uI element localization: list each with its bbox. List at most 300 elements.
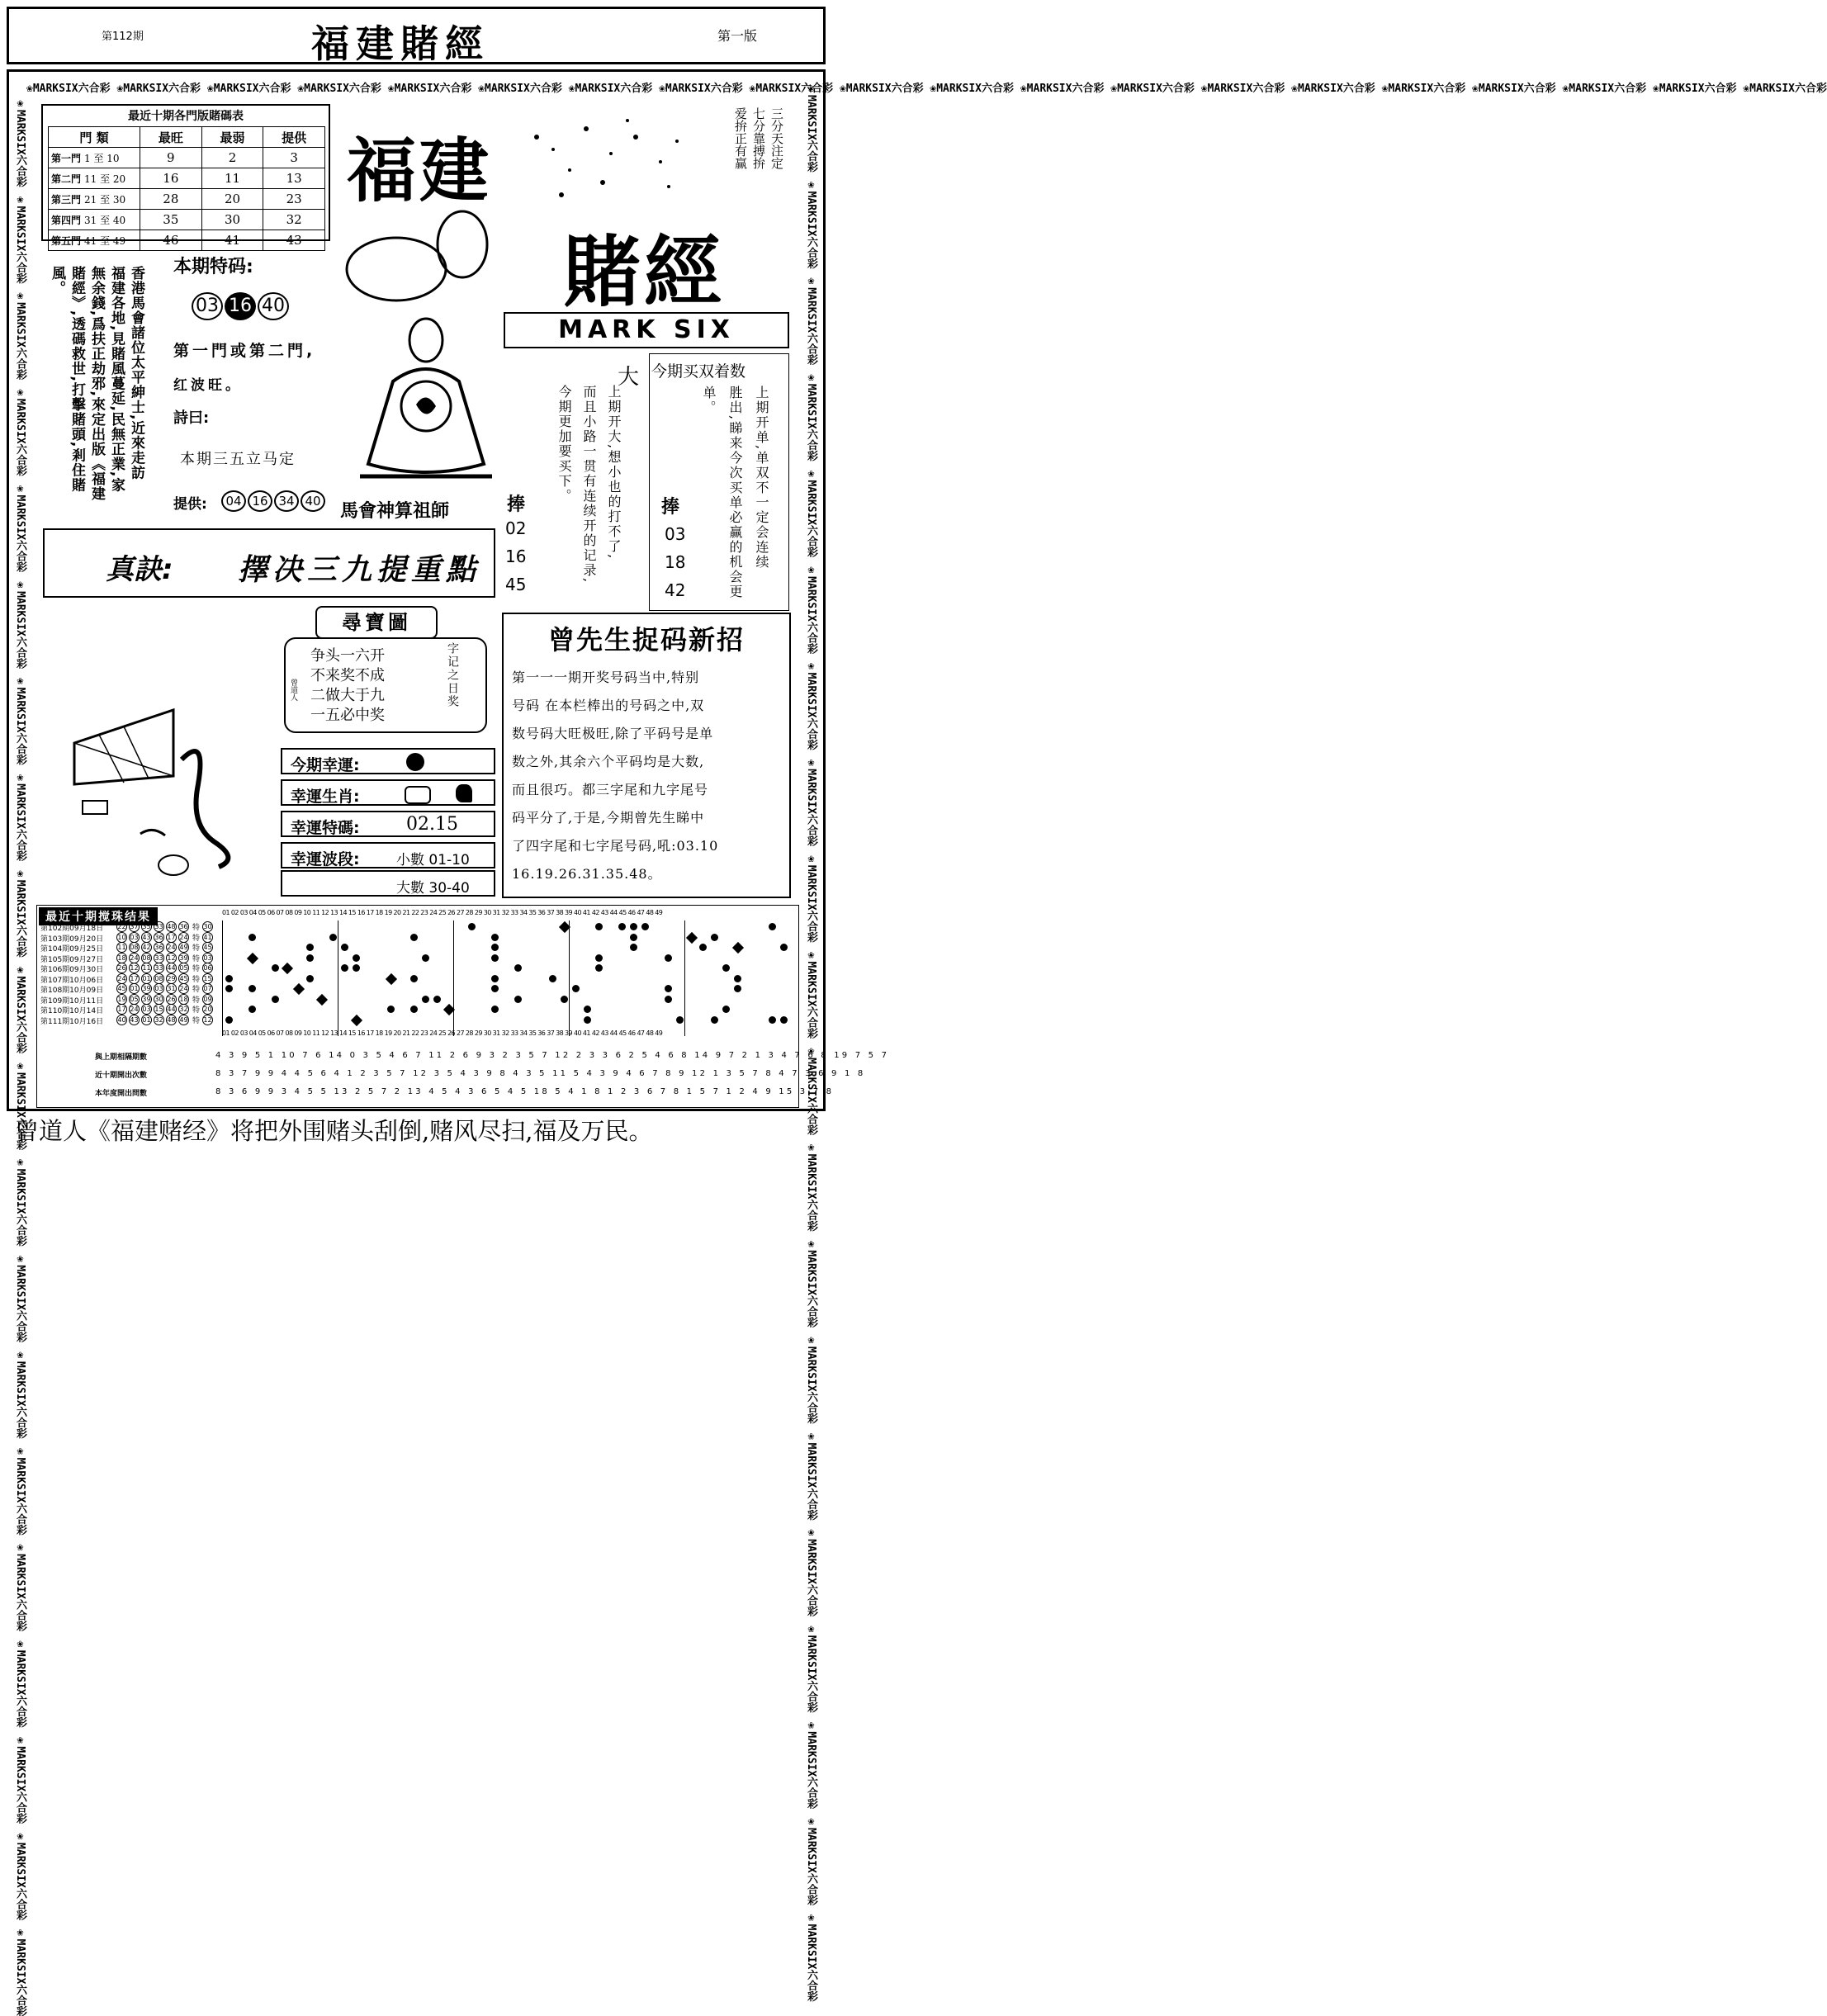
row-label: 第五門 bbox=[51, 234, 82, 247]
col-a-number: 45 bbox=[505, 575, 527, 594]
stats-values: 4 3 9 5 1 10 7 6 14 0 3 5 4 6 7 11 2 6 9 3 2 3 5 7 12 2 3 3 6 2 5 4 6 8 14 9 7 2 1 3 4 7 6 8 19 7 5 7 bbox=[215, 1051, 890, 1060]
poem-text: 本期三五立马定 bbox=[180, 451, 296, 468]
intro-col: 無余錢,爲扶正劫邪,來定出版《福建 bbox=[88, 266, 105, 501]
number-marker bbox=[618, 923, 626, 930]
draw-number: 26 bbox=[117, 964, 126, 972]
draw-label: 第102期09月18日 bbox=[40, 925, 104, 933]
treasure-seal: 曾道人 bbox=[289, 679, 297, 701]
tseng-line: 了四字尾和七字尾号码,吼:03.10 bbox=[512, 838, 719, 854]
number-marker bbox=[722, 964, 730, 972]
draw-number: 37 bbox=[130, 923, 139, 930]
edition-label: 第一版 bbox=[717, 28, 758, 44]
col-header: 提供 bbox=[263, 127, 325, 148]
issue-number: 第112期 bbox=[102, 31, 144, 43]
special-label: 特 bbox=[192, 975, 201, 984]
number-marker bbox=[341, 964, 348, 972]
col-b-number: 42 bbox=[665, 580, 686, 600]
number-marker bbox=[584, 1006, 591, 1013]
draw-number: 39 bbox=[179, 954, 188, 962]
draw-number: 24 bbox=[130, 954, 139, 962]
col-a-numbers bbox=[505, 518, 526, 603]
number-marker bbox=[491, 985, 499, 992]
draw-number: 08 bbox=[154, 974, 163, 982]
marksix-banner bbox=[504, 312, 789, 348]
draw-number: 36 bbox=[179, 923, 188, 930]
special-label: 特 bbox=[192, 944, 201, 953]
lucky-label: 幸運波段: bbox=[291, 850, 360, 868]
draw-number: 24 bbox=[167, 944, 176, 951]
logo-line2: 賭經 bbox=[563, 227, 726, 318]
treasure-scroll bbox=[284, 637, 487, 733]
col-b-number: 03 bbox=[665, 524, 686, 544]
border-strip-right: ❀MARKSIX六合彩 ❀MARKSIX六合彩 ❀MARKSIX六合彩 ❀MARKSIX六合彩 ❀MARKSIX六合彩 ❀MARKSIX六合彩 ❀MARKSIX六合彩 ❀MARKSIX六合彩 ❀MARKSIX六合彩 ❀MARKSIX六合彩 ❀MARKSIX六合彩 ❀MARKSIX六合彩 ❀MARKSIX六合彩 ❀MARKSIX六合彩 ❀MARKSIX六合彩 ❀MARKSIX六合彩 ❀MARKSIX六合彩 ❀MARKSIX六合彩 ❀MARKSIX六合彩 ❀MARKSIX六合彩 bbox=[805, 83, 817, 2002]
number-marker bbox=[329, 934, 337, 941]
number-marker bbox=[711, 934, 718, 941]
draw-number: 24 bbox=[179, 933, 188, 941]
tseng-line: 码平分了,于是,今期曾先生睇中 bbox=[512, 810, 705, 826]
number-marker bbox=[630, 923, 637, 930]
number-marker bbox=[387, 1006, 395, 1013]
logo-line1: 福建 bbox=[347, 130, 493, 211]
draw-number: 44 bbox=[167, 964, 176, 972]
lucky-value: 大數 30-40 bbox=[396, 880, 470, 897]
row-give: 3 bbox=[263, 148, 325, 168]
special-line2: 红波旺。 bbox=[173, 377, 243, 394]
col-b-line: 上期开单,单双不一定会连续 bbox=[754, 386, 769, 570]
draw-label: 第106期09月30日 bbox=[40, 966, 104, 974]
col-a-line: 而且小路一贯有连续开的记录, bbox=[581, 385, 597, 584]
row-label-cell bbox=[49, 230, 140, 251]
number-marker bbox=[734, 985, 741, 992]
provide-code: 40 bbox=[301, 490, 325, 512]
special-label: 特 bbox=[192, 1016, 201, 1025]
draw-number: 39 bbox=[142, 985, 151, 992]
number-marker bbox=[711, 1016, 718, 1024]
number-marker bbox=[780, 944, 788, 951]
row-max: 35 bbox=[140, 210, 202, 230]
special-marker bbox=[247, 952, 258, 963]
draw-number: 31 bbox=[167, 985, 176, 992]
table-row bbox=[49, 189, 325, 210]
number-marker bbox=[422, 996, 429, 1003]
row-give: 32 bbox=[263, 210, 325, 230]
number-marker bbox=[491, 934, 499, 941]
draw-label: 第109期10月11日 bbox=[40, 996, 104, 1006]
number-marker bbox=[433, 996, 441, 1003]
special-line1: 第一門或第二門, bbox=[173, 342, 316, 360]
motto-label: 真訣: bbox=[106, 553, 173, 586]
number-marker bbox=[665, 954, 672, 962]
draw-number: 44 bbox=[167, 1006, 176, 1013]
number-marker bbox=[491, 1006, 499, 1013]
draw-number: 36 bbox=[154, 944, 163, 951]
number-marker bbox=[595, 954, 603, 962]
row-max: 28 bbox=[140, 189, 202, 210]
ancestor-caption: 馬會神算祖師 bbox=[340, 501, 450, 522]
draw-number: 05 bbox=[179, 964, 188, 972]
number-marker bbox=[353, 954, 360, 962]
special-number: 09 bbox=[203, 995, 212, 1003]
draw-number: 01 bbox=[142, 974, 151, 982]
grid-separator bbox=[222, 920, 223, 1036]
number-axis-bottom: 01 02 03 04 05 06 07 08 09 10 11 12 13 14 15 16 17 18 19 20 21 22 23 24 25 26 27 28 29 30 31 32 33 34 35 36 37 38 39 40 41 42 43 44 45 46 47 48 49 bbox=[222, 1029, 663, 1037]
provide-label: 提供: bbox=[173, 496, 207, 513]
draw-label: 第110期10月14日 bbox=[40, 1007, 104, 1015]
draw-number: 11 bbox=[117, 944, 126, 951]
header-bar bbox=[7, 7, 826, 64]
number-marker bbox=[468, 923, 476, 930]
treasure-line: 二做大于九 bbox=[310, 687, 385, 704]
number-marker bbox=[353, 964, 360, 972]
special-number: 03 bbox=[203, 954, 212, 962]
col-b-line: 胜出,睇来今次买单必赢的机会更 bbox=[727, 386, 743, 600]
provide-codes bbox=[221, 490, 327, 512]
marksix-text: MARK SIX bbox=[558, 315, 735, 344]
tseng-line: 号码 在本栏棒出的号码之中,双 bbox=[512, 698, 705, 713]
draw-number: 48 bbox=[167, 1015, 176, 1024]
special-code: 03 bbox=[192, 292, 223, 320]
col-a-line: 上期开大,想小也的打不了, bbox=[606, 385, 622, 561]
stats-table bbox=[48, 126, 325, 251]
number-marker bbox=[248, 1006, 256, 1013]
number-marker bbox=[248, 985, 256, 992]
number-marker bbox=[769, 923, 776, 930]
lucky-row bbox=[281, 870, 495, 897]
col-b-number: 18 bbox=[665, 552, 686, 572]
row-max: 16 bbox=[140, 168, 202, 189]
lucky-row bbox=[281, 748, 495, 774]
draw-number: 18 bbox=[117, 954, 126, 962]
special-number: 30 bbox=[203, 923, 212, 930]
number-marker bbox=[272, 964, 279, 972]
provide-code: 34 bbox=[274, 490, 299, 512]
tseng-box bbox=[502, 613, 791, 898]
draw-label: 第105期09月27日 bbox=[40, 955, 104, 964]
number-marker bbox=[630, 934, 637, 941]
grid-separator bbox=[453, 920, 454, 1036]
number-marker bbox=[572, 985, 580, 992]
draw-label: 第103期09月20日 bbox=[40, 935, 104, 944]
special-number: 06 bbox=[203, 964, 212, 972]
special-label: 特 bbox=[192, 965, 201, 973]
number-marker bbox=[306, 944, 314, 951]
draw-number: 45 bbox=[179, 974, 188, 982]
number-marker bbox=[306, 954, 314, 962]
draw-number: 24 bbox=[130, 1006, 139, 1013]
draw-number: 29 bbox=[167, 974, 176, 982]
draw-number: 03 bbox=[142, 1006, 151, 1013]
snake-illustration bbox=[41, 644, 272, 892]
tseng-text bbox=[504, 657, 789, 888]
draw-number: 22 bbox=[117, 923, 126, 930]
special-label: 特 bbox=[192, 924, 201, 932]
special-marker bbox=[351, 1014, 362, 1025]
number-marker bbox=[630, 944, 637, 951]
number-marker bbox=[225, 1016, 233, 1024]
row-min: 41 bbox=[201, 230, 263, 251]
table-row bbox=[49, 148, 325, 168]
col-a-line: 今期更加要买下。 bbox=[556, 385, 572, 504]
row-range: 1 至 10 bbox=[84, 152, 120, 164]
number-marker bbox=[248, 934, 256, 941]
row-label-cell bbox=[49, 168, 140, 189]
row-give: 13 bbox=[263, 168, 325, 189]
draw-number: 40 bbox=[117, 1015, 126, 1024]
special-number: 15 bbox=[203, 974, 212, 982]
history-box bbox=[36, 905, 890, 1108]
draw-label: 第108期10月09日 bbox=[40, 987, 104, 995]
draw-number: 36 bbox=[154, 933, 163, 941]
draw-number: 03 bbox=[154, 985, 163, 992]
special-marker bbox=[282, 963, 293, 974]
draw-number: 43 bbox=[130, 1015, 139, 1024]
col-a-number: 16 bbox=[505, 547, 527, 566]
draw-number: 24 bbox=[179, 985, 188, 992]
special-marker bbox=[293, 983, 305, 995]
table-row bbox=[49, 230, 325, 251]
number-marker bbox=[491, 954, 499, 962]
row-min: 20 bbox=[201, 189, 263, 210]
draw-number: 43 bbox=[142, 933, 151, 941]
history-title: 最近十期搅珠结果 bbox=[39, 907, 158, 925]
stats-table-title: 最近十期各門版賭碼表 bbox=[128, 110, 244, 123]
lucky-label: 幸運生肖: bbox=[291, 788, 360, 806]
draw-number: 32 bbox=[179, 1006, 188, 1013]
grid-separator bbox=[569, 920, 570, 1036]
intro-col: 香港馬會諸位太平紳士,近來走訪 bbox=[128, 266, 144, 480]
draw-number: 01 bbox=[130, 985, 139, 992]
row-label-cell bbox=[49, 189, 140, 210]
row-label-cell bbox=[49, 210, 140, 230]
draw-number: 24 bbox=[117, 974, 126, 982]
row-label: 第二門 bbox=[51, 173, 82, 185]
draw-number: 33 bbox=[154, 923, 163, 930]
number-marker bbox=[306, 975, 314, 982]
special-label: 特 bbox=[192, 996, 201, 1005]
ancestor-figure bbox=[343, 307, 509, 489]
special-number: 07 bbox=[203, 985, 212, 992]
row-give: 43 bbox=[263, 230, 325, 251]
tseng-line: 数号码大旺极旺,除了平码号是单 bbox=[512, 726, 714, 741]
stats-table-box bbox=[41, 104, 330, 248]
lucky-row bbox=[281, 811, 495, 837]
poem-label: 詩曰: bbox=[173, 409, 210, 427]
col-a-number: 02 bbox=[505, 518, 527, 538]
col-a-peng: 捧 bbox=[507, 495, 526, 515]
draw-number: 45 bbox=[117, 985, 126, 992]
table-row bbox=[49, 210, 325, 230]
treasure-title-box bbox=[315, 606, 438, 639]
number-axis-top: 01 02 03 04 05 06 07 08 09 10 11 12 13 14 15 16 17 18 19 20 21 22 23 24 25 26 27 28 29 30 31 32 33 34 35 36 37 38 39 40 41 42 43 44 45 46 47 48 49 bbox=[222, 909, 663, 916]
stats-label: 近十期開出次數 bbox=[95, 1072, 148, 1080]
special-label: 特 bbox=[192, 1006, 201, 1015]
tseng-title: 曾先生捉码新招 bbox=[547, 624, 745, 655]
col-header: 最弱 bbox=[201, 127, 263, 148]
number-marker bbox=[780, 1016, 788, 1024]
draw-number: 17 bbox=[167, 933, 176, 941]
draw-number: 10 bbox=[117, 933, 126, 941]
row-label: 第一門 bbox=[51, 152, 82, 164]
col-b-peng: 捧 bbox=[661, 497, 680, 518]
row-max: 46 bbox=[140, 230, 202, 251]
row-range: 31 至 40 bbox=[84, 214, 126, 226]
number-marker bbox=[549, 975, 556, 982]
row-label: 第四門 bbox=[51, 214, 82, 226]
stats-label: 與上期相隔期數 bbox=[95, 1053, 148, 1062]
ox-icon bbox=[405, 786, 431, 804]
row-give: 23 bbox=[263, 189, 325, 210]
stats-values: 8 3 6 9 9 3 4 5 5 13 2 5 7 2 13 4 5 4 3 6 5 4 5 18 5 4 1 8 1 2 3 6 7 8 1 5 7 1 2 4 9 15 3 7 8 bbox=[215, 1087, 835, 1096]
draw-label: 第107期10月06日 bbox=[40, 976, 104, 985]
logo-area bbox=[338, 104, 727, 318]
draw-number: 42 bbox=[142, 944, 151, 951]
motto-box bbox=[43, 528, 495, 598]
draw-number: 39 bbox=[142, 995, 151, 1003]
row-range: 11 至 20 bbox=[84, 173, 126, 185]
row-range: 21 至 30 bbox=[84, 193, 126, 206]
draw-number: 26 bbox=[167, 995, 176, 1003]
col-b-numbers bbox=[665, 524, 685, 608]
motto-text: 擇决三九提重點 bbox=[238, 553, 481, 587]
table-row bbox=[49, 168, 325, 189]
draw-number: 18 bbox=[179, 995, 188, 1003]
number-marker bbox=[665, 996, 672, 1003]
number-marker bbox=[422, 954, 429, 962]
tseng-line: 第一一一期开奖号码当中,特别 bbox=[512, 670, 700, 685]
col-header: 最旺 bbox=[140, 127, 202, 148]
treasure-line: 一五必中奖 bbox=[310, 707, 385, 724]
col-header: 門 類 bbox=[49, 127, 140, 148]
intro-text bbox=[48, 266, 145, 513]
draw-label: 第104期09月25日 bbox=[40, 945, 104, 954]
draw-number: 32 bbox=[154, 1015, 163, 1024]
number-marker bbox=[410, 934, 418, 941]
number-marker bbox=[341, 944, 348, 951]
special-number: 20 bbox=[203, 1006, 212, 1013]
lucky-value: 02.15 bbox=[406, 814, 458, 835]
number-marker bbox=[514, 996, 522, 1003]
provide-code: 16 bbox=[248, 490, 272, 512]
col-b-text bbox=[699, 386, 770, 608]
tseng-line: 数之外,其余六个平码均是大数, bbox=[512, 754, 705, 769]
treasure-title: 尋寶圖 bbox=[342, 611, 411, 634]
lucky-row bbox=[281, 842, 495, 868]
draw-number: 33 bbox=[154, 954, 163, 962]
lucky-label: 幸運特碼: bbox=[291, 819, 360, 837]
number-marker bbox=[665, 985, 672, 992]
tseng-line: 16.19.26.31.35.48。 bbox=[512, 866, 662, 882]
special-title: 本期特码: bbox=[173, 257, 253, 277]
stats-label: 本年度開出問數 bbox=[95, 1090, 148, 1098]
number-marker bbox=[514, 964, 522, 972]
border-strip-left: ❀MARKSIX六合彩 ❀MARKSIX六合彩 ❀MARKSIX六合彩 ❀MARKSIX六合彩 ❀MARKSIX六合彩 ❀MARKSIX六合彩 ❀MARKSIX六合彩 ❀MARKSIX六合彩 ❀MARKSIX六合彩 ❀MARKSIX六合彩 ❀MARKSIX六合彩 ❀MARKSIX六合彩 ❀MARKSIX六合彩 ❀MARKSIX六合彩 ❀MARKSIX六合彩 ❀MARKSIX六合彩 ❀MARKSIX六合彩 ❀MARKSIX六合彩 ❀MARKSIX六合彩 ❀MARKSIX六合彩 bbox=[14, 97, 26, 2016]
draw-number: 12 bbox=[167, 954, 176, 962]
lucky-label: 今期幸運: bbox=[291, 756, 360, 774]
number-marker bbox=[584, 1016, 591, 1024]
draw-number: 19 bbox=[117, 995, 126, 1003]
number-marker bbox=[676, 1016, 684, 1024]
special-number: 41 bbox=[203, 933, 212, 941]
motto-columns bbox=[733, 107, 784, 198]
draw-number: 15 bbox=[154, 1006, 163, 1013]
draw-number: 49 bbox=[179, 944, 188, 951]
lucky-row bbox=[281, 779, 495, 806]
row-label: 第三門 bbox=[51, 193, 82, 206]
number-marker bbox=[410, 1006, 418, 1013]
draw-number: 17 bbox=[117, 1006, 126, 1013]
draw-number: 11 bbox=[142, 964, 151, 972]
draw-number: 08 bbox=[142, 954, 151, 962]
row-label-cell bbox=[49, 148, 140, 168]
treasure-line: 不来奖不成 bbox=[310, 667, 385, 684]
draw-number: 03 bbox=[130, 933, 139, 941]
draw-number: 35 bbox=[142, 923, 151, 930]
tseng-line: 而且很巧。都三字尾和九字尾号 bbox=[512, 782, 709, 797]
special-marker bbox=[386, 973, 397, 984]
col-a-text bbox=[555, 385, 622, 608]
number-marker bbox=[410, 975, 418, 982]
special-marker bbox=[316, 993, 328, 1005]
intro-col: 風。 bbox=[49, 266, 65, 296]
number-marker bbox=[722, 1006, 730, 1013]
number-marker bbox=[491, 944, 499, 951]
draw-number: 48 bbox=[167, 923, 176, 930]
special-label: 特 bbox=[192, 954, 201, 963]
number-marker bbox=[699, 944, 707, 951]
number-marker bbox=[734, 975, 741, 982]
draw-number: 12 bbox=[130, 964, 139, 972]
number-marker bbox=[225, 985, 233, 992]
draw-number: 30 bbox=[154, 995, 163, 1003]
row-max: 9 bbox=[140, 148, 202, 168]
special-number: 45 bbox=[203, 944, 212, 951]
lucky-value: 小數 01-10 bbox=[396, 852, 470, 868]
number-marker bbox=[769, 1016, 776, 1024]
treasure-line: 争头一六开 bbox=[310, 647, 385, 665]
intro-col: 賭經》,透碼救世,打擊賭頭,剎住賭 bbox=[69, 266, 85, 493]
draw-number: 49 bbox=[179, 1015, 188, 1024]
special-marker bbox=[686, 931, 698, 943]
special-number: 12 bbox=[203, 1015, 212, 1024]
number-marker bbox=[595, 923, 603, 930]
draw-label: 第111期10月16日 bbox=[40, 1017, 104, 1026]
motto-col: 爱拚正有赢 bbox=[733, 107, 748, 169]
special-code: 16 bbox=[225, 292, 256, 320]
grid-separator bbox=[684, 920, 685, 1036]
draw-number: 08 bbox=[130, 944, 139, 951]
row-range: 41 至 49 bbox=[84, 234, 126, 247]
border-strip-top: ❀MARKSIX六合彩 ❀MARKSIX六合彩 ❀MARKSIX六合彩 ❀MARKSIX六合彩 ❀MARKSIX六合彩 ❀MARKSIX六合彩 ❀MARKSIX六合彩 ❀MARKSIX六合彩 ❀MARKSIX六合彩 ❀MARKSIX六合彩 ❀MARKSIX六合彩 ❀MARKSIX六合彩 ❀MARKSIX六合彩 ❀MARKSIX六合彩 ❀MARKSIX六合彩 ❀MARKSIX六合彩 ❀MARKSIX六合彩 ❀MARKSIX六合彩 ❀MARKSIX六合彩 ❀MARKSIX六合彩 bbox=[26, 83, 1827, 95]
provide-code: 04 bbox=[221, 490, 246, 512]
masthead-title: 福建賭經 bbox=[311, 21, 490, 66]
stats-values: 8 3 7 9 9 4 4 5 6 4 1 2 3 5 7 12 3 5 4 3 9 8 4 3 5 11 5 4 3 9 4 6 7 8 9 12 1 3 5 7 8 4 7 3 6 9 1 8 bbox=[215, 1069, 866, 1078]
col-b-line: 单。 bbox=[701, 386, 717, 415]
number-marker bbox=[561, 996, 568, 1003]
row-min: 11 bbox=[201, 168, 263, 189]
number-marker bbox=[491, 975, 499, 982]
col-b-title: 今期买双着数 bbox=[651, 362, 746, 381]
draw-number: 05 bbox=[130, 995, 139, 1003]
draw-number: 17 bbox=[130, 974, 139, 982]
rooster-icon bbox=[456, 784, 472, 802]
motto-col: 三分天注定 bbox=[769, 107, 784, 169]
intro-col: 福建各地,見賭風蔓延,民無正業,家 bbox=[108, 266, 125, 493]
number-marker bbox=[225, 975, 233, 982]
special-marker bbox=[732, 942, 744, 954]
draw-number: 33 bbox=[154, 964, 163, 972]
number-marker bbox=[641, 923, 649, 930]
col-a-title: 大 bbox=[618, 365, 640, 390]
